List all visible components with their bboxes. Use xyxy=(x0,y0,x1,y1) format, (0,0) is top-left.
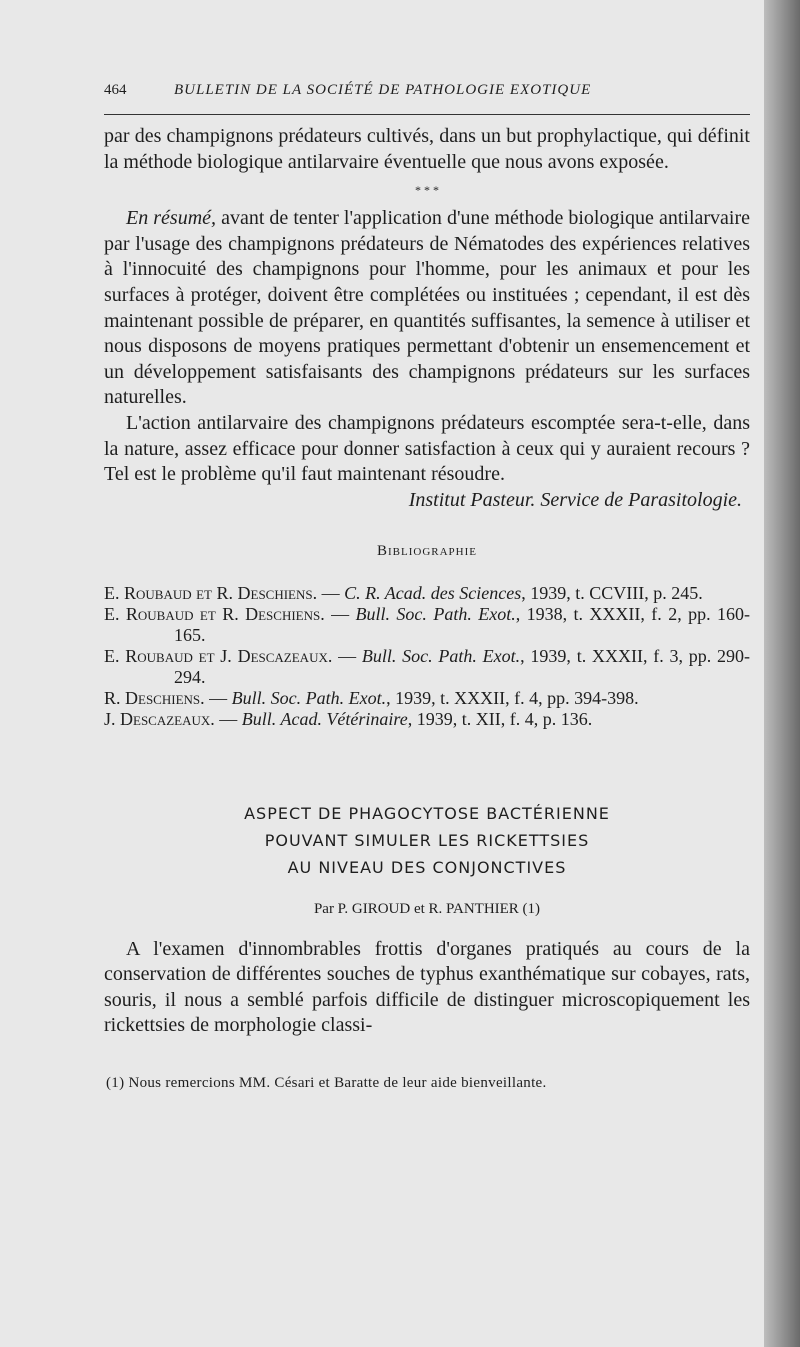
bib-authors: E. Roubaud et R. Deschiens. — xyxy=(104,582,345,603)
question-paragraph: L'action antilarvaire des champignons prédateurs escomptée sera-t-elle, dans la nature, assez efficace pour donner satisfaction à ceux qui y auraient recours ? Tel est le problème qu'il faut maintenant résoudre. xyxy=(104,411,750,486)
bib-authors: E. Roubaud et R. Deschiens. — xyxy=(104,603,356,624)
bib-entry xyxy=(104,604,750,646)
article-title xyxy=(104,800,750,881)
bib-details: , 1939, t. CCVIII, p. 245. xyxy=(521,582,703,603)
article-opening-paragraph: A l'examen d'innombrables frottis d'organes pratiqués au cours de la conservation de différentes souches de typhus exanthématique sur cobayes, rats, souris, il nous a semblé parfois difficile de distinguer microscopiquement les rickettsies de morphologie classi- xyxy=(104,937,750,1037)
intro-paragraph: par des champignons prédateurs cultivés, dans un but prophylactique, qui définit la méthode biologique antilarvaire éventuelle que nous avons exposée. xyxy=(104,125,750,173)
bib-journal: Bull. Soc. Path. Exot. xyxy=(355,603,516,624)
summary-lead: En résumé, xyxy=(126,207,217,230)
summary-body: avant de tenter l'application d'une méthode biologique antilarvaire par l'usage des champignons prédateurs de Nématodes des expériences relatives à l'innocuité des champignons pour l'homme, pour les animaux et pour les surfaces à protéger, doivent être complétées ou instituées ; cependant, il est dès maintenant possible de préparer, en quantités suffisantes, la semence à utiliser et nous disposons de moyens pratiques permettant d'obtenir un ensemencement et un développement satisfaisants des champignons prédateurs sur les surfaces naturelles. xyxy=(104,207,751,409)
bib-entry xyxy=(104,646,750,688)
bib-journal: C. R. Acad. des Sciences xyxy=(344,582,522,603)
bib-details: , 1939, t. XII, f. 4, p. 136. xyxy=(407,708,593,729)
bib-entry xyxy=(104,688,750,709)
bib-entry xyxy=(104,709,750,730)
article-title-line: POUVANT SIMULER LES RICKETTSIES xyxy=(264,830,590,850)
bib-details: , 1939, t. XXXII, f. 3, pp. 290-294. xyxy=(174,645,750,687)
article-title-line: ASPECT DE PHAGOCYTOSE BACTÉRIENNE xyxy=(244,803,610,823)
bib-authors: R. Deschiens. — xyxy=(104,687,232,708)
book-spine-shadow xyxy=(764,0,800,1347)
header-rule xyxy=(104,114,750,115)
affiliation: Institut Pasteur. Service de Parasitologie. xyxy=(408,488,742,511)
bib-details: , 1938, t. XXXII, f. 2, pp. 160-165. xyxy=(174,603,750,645)
bib-journal: Bull. Acad. Vétérinaire xyxy=(241,708,408,729)
bib-authors: E. Roubaud et J. Descazeaux. — xyxy=(104,645,362,666)
article-title-line: AU NIVEAU DES CONJONCTIVES xyxy=(287,857,567,877)
page-number: 464 xyxy=(104,82,127,98)
bib-authors: J. Descazeaux. — xyxy=(104,708,242,729)
bibliography-list xyxy=(104,583,750,730)
bib-details: , 1939, t. XXXII, f. 4, pp. 394-398. xyxy=(386,687,639,708)
bib-journal: Bull. Soc. Path. Exot. xyxy=(231,687,387,708)
footnote: (1) Nous remercions MM. Césari et Baratte de leur aide bienveillante. xyxy=(106,1074,547,1091)
bib-entry xyxy=(104,583,750,604)
separator-stars: * * * xyxy=(415,183,439,198)
summary-paragraph xyxy=(104,206,750,411)
running-header xyxy=(104,82,750,99)
bibliography-heading: Bibliographie xyxy=(377,543,477,560)
running-title: BULLETIN DE LA SOCIÉTÉ DE PATHOLOGIE EXOTIQUE xyxy=(174,82,592,98)
page-body xyxy=(104,124,750,1096)
article-byline: Par P. GIROUD et R. PANTHIER (1) xyxy=(313,900,541,917)
section-separator xyxy=(104,185,750,196)
bib-journal: Bull. Soc. Path. Exot. xyxy=(361,645,521,666)
